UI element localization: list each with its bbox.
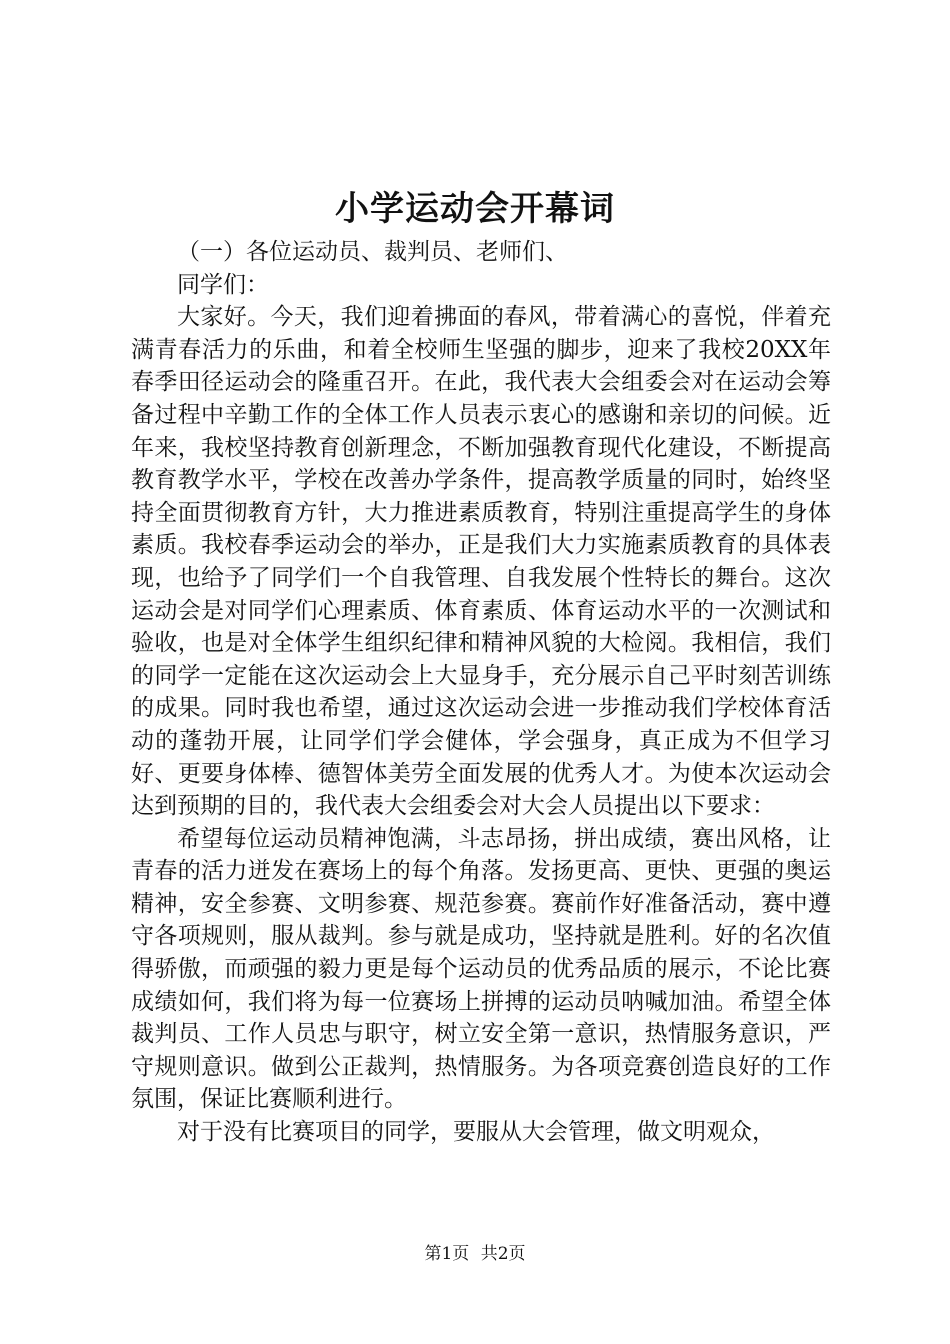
page-footer (0, 1242, 950, 1266)
page-total: 共2页 (480, 1244, 526, 1264)
paragraph-salutation-cont: 同学们： (177, 271, 269, 298)
page-number: 第1页 (424, 1244, 470, 1264)
document-body (131, 236, 831, 1149)
paragraph-opening: 大家好。今天，我们迎着拂面的春风，带着满心的喜悦，伴着充满青春活力的乐曲，和着全校师生坚强的脚步，迎来了我校20XX年春季田径运动会的隆重召开。在此，我代表大会组委会对在运动会筹备过程中辛勤工作的全体工作人员表示衷心的感谢和亲切的问候。近年来，我校坚持教育创新理念，不断加强教育现代化建设，不断提高教育教学水平，学校在改善办学条件，提高教学质量的同时，始终坚持全面贯彻教育方针，大力推进素质教育，特别注重提高学生的身体素质。我校春季运动会的举办，正是我们大力实施素质教育的具体表现，也给予了同学们一个自我管理、自我发展个性特长的舞台。这次运动会是对同学们心理素质、体育素质、体育运动水平的一次测试和验收，也是对全体学生组织纪律和精神风貌的大检阅。我相信，我们的同学一定能在这次运动会上大显身手，充分展示自己平时刻苦训练的成果。同时我也希望，通过这次运动会进一步推动我们学校体育活动的蓬勃开展，让同学们学会健体，学会强身，真正成为不但学习好、更要身体棒、德智体美劳全面发展的优秀人才。为使本次运动会达到预期的目的，我代表大会组委会对大会人员提出以下要求： (131, 304, 831, 820)
paragraph-athletes: 希望每位运动员精神饱满，斗志昂扬，拼出成绩，赛出风格，让青春的活力迸发在赛场上的每个角落。发扬更高、更快、更强的奥运精神，安全参赛、文明参赛、规范参赛。赛前作好准备活动，赛中遵守各项规则，服从裁判。参与就是成功，坚持就是胜利。好的名次值得骄傲，而顽强的毅力更是每个运动员的优秀品质的展示，不论比赛成绩如何，我们将为每一位赛场上拼搏的运动员呐喊加油。希望全体裁判员、工作人员忠与职守，树立安全第一意识，热情服务意识，严守规则意识。做到公正裁判，热情服务。为各项竞赛创造良好的工作氛围，保证比赛顺利进行。 (131, 825, 831, 1113)
paragraph-salutation: （一）各位运动员、裁判员、老师们、 (177, 239, 568, 265)
document-title: 小学运动会开幕词 (335, 189, 615, 229)
paragraph-spectators: 对于没有比赛项目的同学，要服从大会管理，做文明观众， (177, 1119, 775, 1146)
